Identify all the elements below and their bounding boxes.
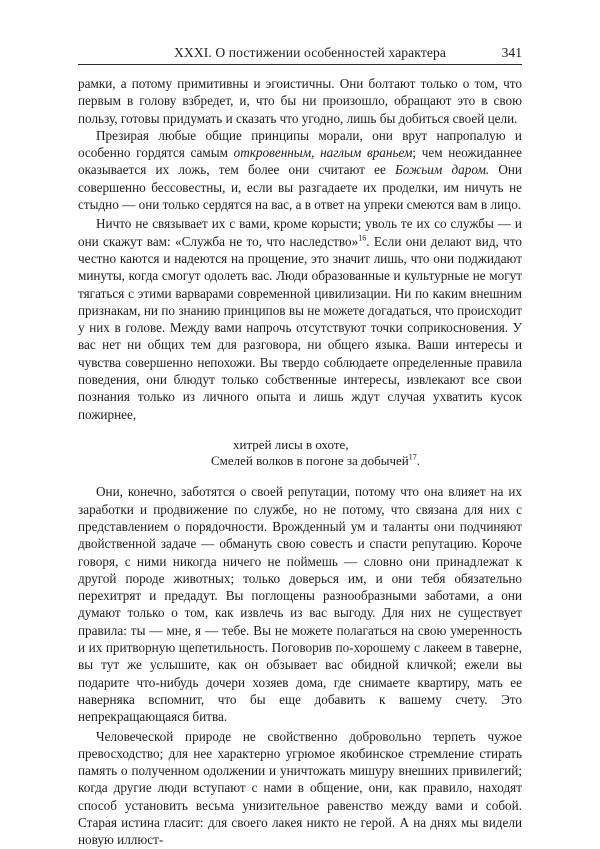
paragraph-3-part-b: . Если они делают вид, что честно каются и надеются на прощение, это значит лишь, что они поджидают минуты, когда смогут одолеть вас. Люди образованные и культурные не могут тягаться с этими варварами современной цивилизации. Ни по каким внешним признакам, ни по знанию принципов вы не можете догадаться, что происходит у них в голове. Между вами напрочь отсутствуют точки соприкосновения. У вас нет ни общих тем для разговора, ни общего языка. Ваши интересы и чувства совершенно непохожи. Вы твердо соблюдаете определенные правила поведения, они блюдут только собственные интересы, извлекают все свои познания только из личного опыта и лишь ждут случая ухватить кусок пожирнее,	[78, 233, 522, 422]
chapter-title: XXXI. О постижении особенностей характера	[174, 45, 447, 60]
paragraph-2-emphasis-1: откровенным, наглым враньем	[233, 145, 413, 161]
paragraph-3-part-a: Ничто не связывает их с вами, кроме корысти; уволь те их со службы — и они скажут вам: «Служба не то, что наследство»	[78, 216, 522, 249]
header-rule	[78, 64, 522, 65]
paragraph-5	[78, 728, 522, 849]
footnote-ref-17[interactable]: 17	[408, 452, 417, 462]
paragraph-2-part-a: Презирая любые общие принципы морали, они врут напропалую и особенно гордятся самым	[78, 127, 522, 161]
paragraph-4-text: Они, конечно, заботятся о своей репутации, потому что она влияет на их заработки и продвижение по службе, но не потому, что связана для них с представлением о порядочности. Врожденный ум и таланты они подчиняют двойственной задаче — обмануть свою совесть и спасти репутацию. Короче говоря, с ними никогда ничего не поймешь — словно они принадлежат к другой породе животных; только доверься им, и они тебя обязательно перехитрят и предадут. Вы поглощены разнообразными заботами, а они думают только о том, как извлечь из вас выгоду. Для них не существует правила: ты — мне, я — тебе. Вы не можете полагаться на свою умеренность и их притворную щепетильность. Поговорив по-хорошему с лакеем в таверне, вы тут же услышите, как он обзывает вас обидной кличкой; ежели вы подарите что-нибудь дочери хозяев дома, где снимаете квартиру, мать ее наверняка вспомнит, что бы еще добавить к вашему счету. Это непрекращающаяся битва.	[78, 484, 522, 725]
paragraph-2-emphasis-2: Божьим даром.	[395, 162, 490, 178]
page-number: 341	[501, 45, 522, 60]
paragraph-1-text: рамки, а потому примитивны и эгоистичны. Они болтают только о том, что первым в голову взбредет, и, что бы ни произошло, обращают это в свою пользу, готовы придумать и сказать что угодно, лишь бы добиться своей цели.	[78, 76, 522, 126]
paragraph-2-part-c: Они совершенно бессовестны, и, если вы разгадаете их проделки, им ничуть не стыдно — они только сердятся на вас, а в ответ на упреки смеются вам в лицо.	[78, 162, 522, 213]
footnote-ref-16[interactable]: 16	[358, 233, 367, 243]
paragraph-4	[78, 483, 522, 725]
verse-line-2-end: .	[416, 453, 421, 469]
verse-quote	[78, 437, 522, 469]
paragraph-2-part-b: ; чем неожиданнее оказывается их ложь, тем более они считают ее	[78, 145, 522, 178]
paragraph-3	[78, 215, 522, 423]
verse-line-2-text: Смелей волков в погоне за добычей	[211, 453, 409, 469]
verse-line-1: хитрей лисы в охоте,	[233, 436, 349, 452]
paragraph-1	[78, 75, 522, 127]
paragraph-2	[78, 127, 522, 213]
verse-line-2	[211, 453, 522, 469]
paragraph-5-text: Человеческой природе не свойственно добровольно терпеть чужое превосходство; для нее характерно угрюмое якобинское стремление стирать память о полученном одолжении и уничтожать мишуру внешних привилегий; когда другие люди вступают с нами в общение, они, как правило, находят способ установить весьма унизительное равенство между вами и собой. Старая истина гласит: для своего лакея никто не герой. А на днях мы видели новую иллюст-	[78, 728, 522, 848]
body-text	[78, 75, 522, 849]
running-head	[78, 45, 522, 61]
